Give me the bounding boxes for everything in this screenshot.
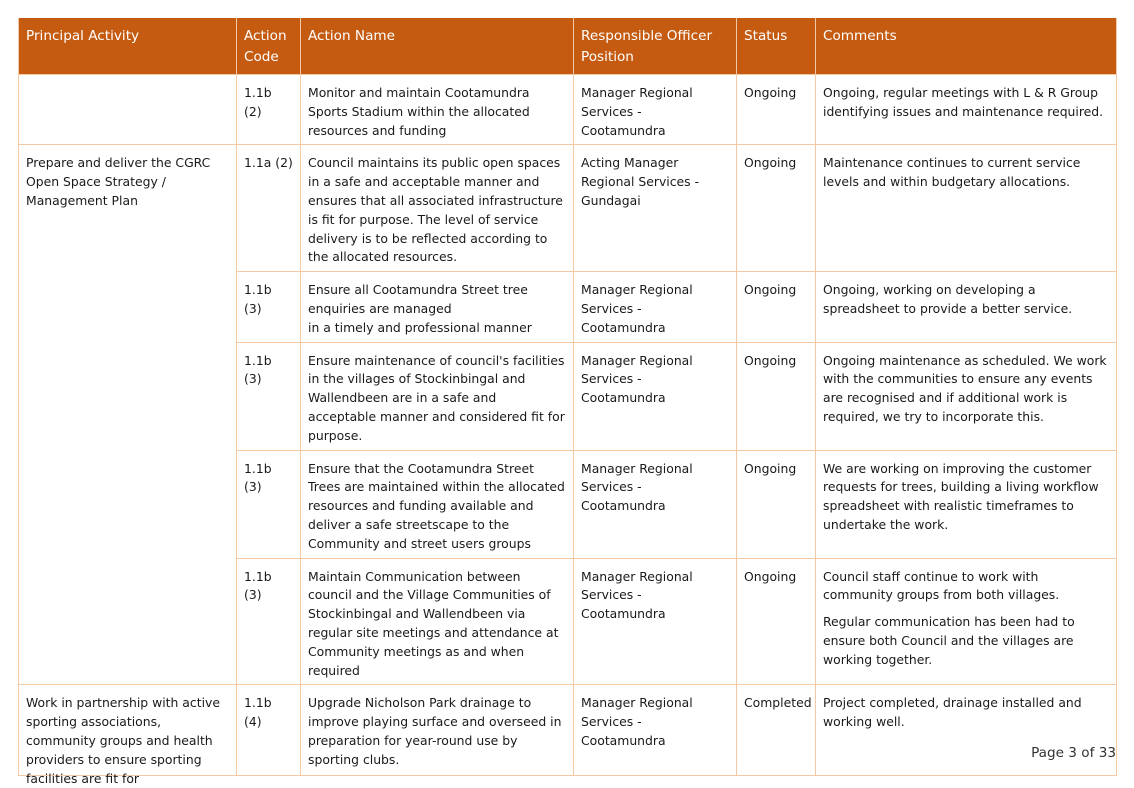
status-cell: Ongoing bbox=[737, 145, 816, 272]
table-row bbox=[19, 685, 1117, 776]
status-cell: Ongoing bbox=[737, 558, 816, 685]
action-code-cell: 1.1a (2) bbox=[237, 145, 301, 272]
responsible-officer-cell: Acting Manager Regional Services - Gundagai bbox=[574, 145, 737, 272]
principal-activity-cell bbox=[19, 75, 237, 145]
header-principal-activity: Principal Activity bbox=[19, 18, 237, 75]
table-body bbox=[19, 75, 1117, 786]
action-code-cell: 1.1b (3) bbox=[237, 450, 301, 558]
action-name-cell: Monitor and maintain Cootamundra Sports Stadium within the allocated resources and funding bbox=[301, 75, 574, 145]
action-name-cell: Council maintains its public open spaces in a safe and acceptable manner and ensures that all associated infrastructure is fit for purpose. The level of service delivery is to be reflected according to the allocated resources. bbox=[301, 145, 574, 272]
action-code-cell: 1.1b (2) bbox=[237, 75, 301, 145]
status-cell: Ongoing bbox=[737, 450, 816, 558]
comment-text: Ongoing, working on developing a spreadsheet to provide a better service. bbox=[823, 282, 1073, 316]
responsible-officer-cell: Manager Regional Services - Cootamundra bbox=[574, 450, 737, 558]
status-cell: Ongoing bbox=[737, 75, 816, 145]
action-code-cell: 1.1b (4) bbox=[237, 685, 301, 776]
action-name-cell: Maintain Communication between council and the Village Communities of Stockinbingal and Wallendbeen via regular site meetings and attendance at Community meetings as and when required bbox=[301, 558, 574, 685]
status-cell: Ongoing bbox=[737, 342, 816, 450]
header-status: Status bbox=[737, 18, 816, 75]
comment-text: Ongoing maintenance as scheduled. We work with the communities to ensure any events are recognised and if additional work is required, we try to incorporate this. bbox=[823, 352, 1107, 424]
action-name-cell: Ensure that the Cootamundra Street Trees are maintained within the allocated resources and funding available and deliver a safe streetscape to the Community and street users groups bbox=[301, 450, 574, 558]
header-responsible-officer: Responsible Officer Position bbox=[574, 18, 737, 75]
comment-text: Regular communication has been had to ensure both Council and the villages are working together. bbox=[823, 614, 1075, 667]
comments-cell bbox=[816, 558, 1117, 685]
responsible-officer-cell: Manager Regional Services - Cootamundra bbox=[574, 272, 737, 342]
comments-cell bbox=[816, 685, 1117, 776]
responsible-officer-cell: Manager Regional Services - Cootamundra bbox=[574, 75, 737, 145]
action-name-cell bbox=[301, 272, 574, 342]
comment-text: Council staff continue to work with community groups from both villages. bbox=[823, 568, 1060, 603]
status-cell: Completed bbox=[737, 685, 816, 776]
action-plan-table bbox=[18, 18, 1117, 786]
header-row bbox=[19, 18, 1117, 75]
comment-text: Maintenance continues to current service levels and within budgetary allocations. bbox=[823, 155, 1081, 190]
action-name-line: Ensure all Cootamundra Street tree enquiries are managed bbox=[308, 282, 528, 316]
table-row bbox=[19, 145, 1117, 272]
responsible-officer-cell: Manager Regional Services - Cootamundra bbox=[574, 685, 737, 776]
header-action-code: Action Code bbox=[237, 18, 301, 75]
principal-activity-text: Work in partnership with active sporting associations, community groups and health providers to ensure sporting facilities are fit for bbox=[26, 695, 220, 786]
comments-cell bbox=[816, 450, 1117, 558]
responsible-officer-cell: Manager Regional Services - Cootamundra bbox=[574, 342, 737, 450]
table-row bbox=[19, 75, 1117, 145]
action-code-cell: 1.1b (3) bbox=[237, 558, 301, 685]
page-number: Page 3 of 33 bbox=[1031, 745, 1116, 761]
action-code-cell: 1.1b (3) bbox=[237, 342, 301, 450]
comments-cell bbox=[816, 272, 1117, 342]
action-name-cell: Ensure maintenance of council's facilities in the villages of Stockinbingal and Wallendbeen are in a safe and acceptable manner and considered fit for purpose. bbox=[301, 342, 574, 450]
responsible-officer-cell: Manager Regional Services - Cootamundra bbox=[574, 558, 737, 685]
header-action-name: Action Name bbox=[301, 18, 574, 75]
principal-activity-cell bbox=[19, 685, 237, 786]
action-code-cell: 1.1b (3) bbox=[237, 272, 301, 342]
comment-text: We are working on improving the customer requests for trees, building a living workflow spreadsheet with realistic timeframes to undertake the work. bbox=[823, 460, 1099, 532]
action-name-cell: Upgrade Nicholson Park drainage to improve playing surface and overseed in preparation for year-round use by sporting clubs. bbox=[301, 685, 574, 776]
action-name-line: in a timely and professional manner bbox=[308, 319, 532, 335]
comment-text: Project completed, drainage installed and working well. bbox=[823, 695, 1082, 730]
comment-text: Ongoing, regular meetings with L & R Group identifying issues and maintenance required. bbox=[823, 85, 1104, 119]
principal-activity-cell: Prepare and deliver the CGRC Open Space Strategy / Management Plan bbox=[19, 145, 237, 685]
comments-cell bbox=[816, 342, 1117, 450]
comments-cell bbox=[816, 145, 1117, 272]
table-header bbox=[19, 18, 1117, 75]
comments-cell bbox=[816, 75, 1117, 145]
header-comments: Comments bbox=[816, 18, 1117, 75]
status-cell: Ongoing bbox=[737, 272, 816, 342]
